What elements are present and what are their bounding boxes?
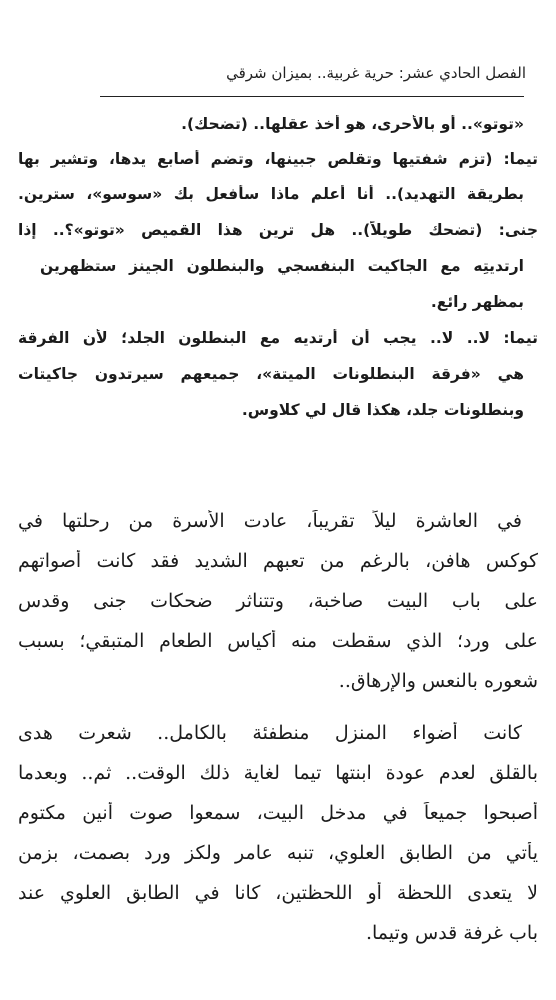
paragraph-line: في العاشرة ليلاً تقريباً، عادت الأسرة من رحلتها في [18, 510, 522, 532]
paragraph-line: لا يتعدى اللحظة أو اللحظتين، كانا في الطابق العلوي عند [18, 882, 538, 904]
paragraph-line: كانت أضواء المنزل منطفئة بالكامل.. شعرت هدى [18, 722, 522, 744]
paragraph-line: كوكس هافن، بالرغم من تعبهم الشديد فقد كانت أصواتهم [18, 550, 538, 572]
dialogue-line: تيما: لا.. لا.. يجب أن أرتديه مع البنطلون الجلد؛ لأن الفرقة [18, 329, 538, 347]
dialogue-line: وبنطلونات جلد، هكذا قال لي كلاوس. [241, 401, 524, 419]
running-header: الفصل الحادي عشر: حرية غربية.. بميزان شرقي [226, 64, 526, 82]
dialogue-line: جنى: (تضحك طويلاً).. هل ترين هذا القميص «توتو»؟.. إذا [18, 221, 538, 239]
paragraph-line: أصبحوا جميعاً في مدخل البيت، سمعوا صوت أنين مكتوم [18, 802, 538, 824]
dialogue-line: بمظهر رائع. [430, 293, 524, 311]
paragraph-line: باب غرفة قدس وتيما. [365, 922, 538, 944]
dialogue-line: تيما: (تزم شفتيها وتقلص جبينها، وتضم أصابع يدها، وتشير بها [18, 150, 538, 168]
dialogue-line: بطريقة التهديد).. أنا أعلم ماذا سأفعل بك «سوسو»، سترين. [18, 185, 524, 203]
paragraph-line: يأتي من الطابق العلوي، تنبه عامر ولكز ورد بصمت، بزمن [18, 842, 538, 864]
dialogue-line: ارتديتِه مع الجاكيت البنفسجي والبنطلون الجينز ستظهرين [40, 257, 524, 275]
dialogue-line: «توتو».. أو بالأحرى، هو أخذ عقلها.. (تضحك). [181, 115, 524, 133]
paragraph-line: بالقلق لعدم عودة ابنتها تيما لغاية ذلك الوقت.. ثم.. وبعدما [18, 762, 538, 784]
dialogue-line: هي «فرقة البنطلونات الميتة»، جميعهم سيرتدون جاكيتات [18, 365, 524, 383]
paragraph-line: على ورد؛ الذي سقطت منه أكياس الطعام المتبقي؛ بسبب [18, 630, 538, 652]
paragraph-line: على باب البيت صاخبة، وتتناثر ضحكات جنى وقدس [18, 590, 538, 612]
header-divider [100, 96, 524, 97]
paragraph-line: شعوره بالنعس والإرهاق.. [338, 670, 538, 692]
